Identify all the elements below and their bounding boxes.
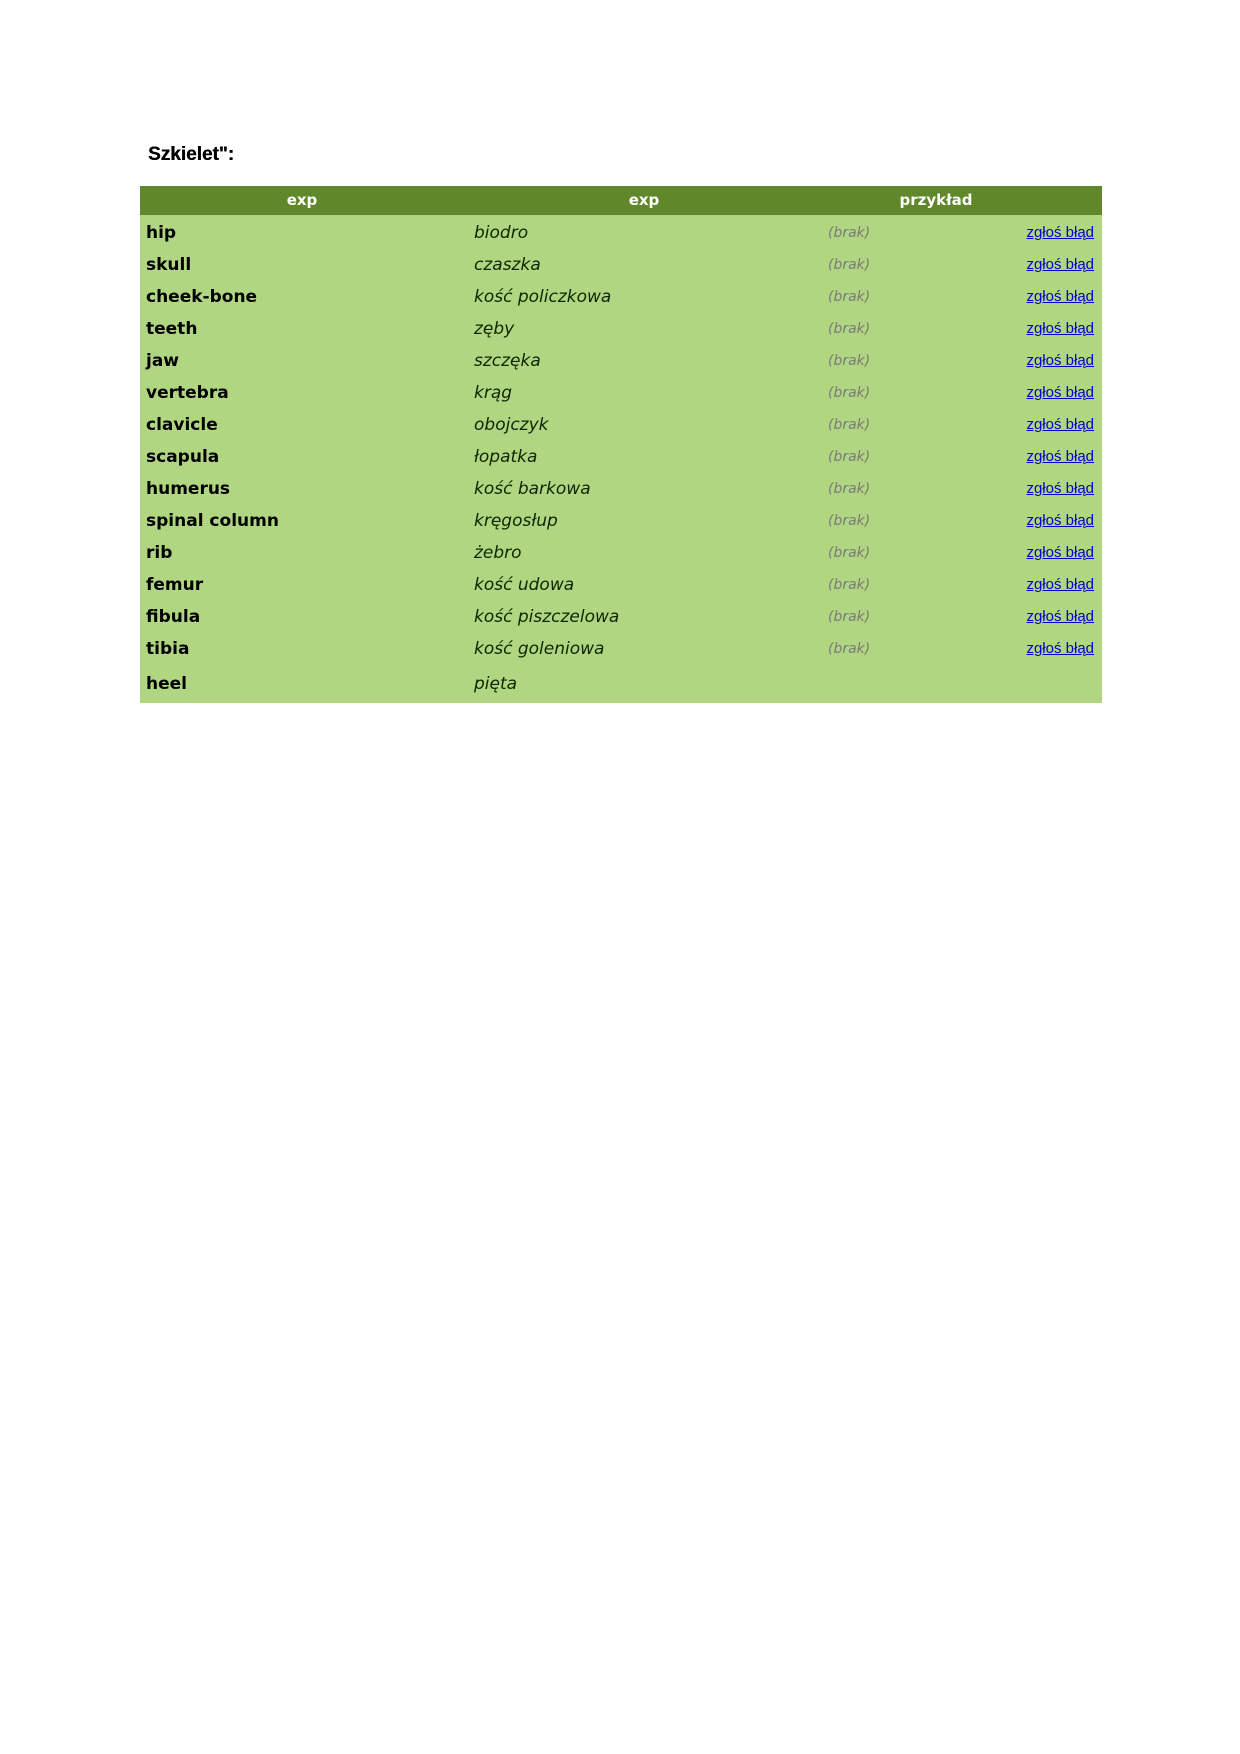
table-row xyxy=(140,377,1102,409)
example-cell: (brak) xyxy=(828,513,871,529)
example-cell: (brak) xyxy=(828,353,871,369)
translation-cell: kość policzkowa xyxy=(474,287,612,307)
vocabulary-table xyxy=(140,186,1102,703)
table-row xyxy=(140,473,1102,505)
table-row xyxy=(140,249,1102,281)
term-cell: heel xyxy=(146,674,187,694)
term-cell: scapula xyxy=(146,447,220,467)
table-header xyxy=(140,186,1102,215)
translation-cell: kręgosłup xyxy=(474,511,558,531)
term-cell: tibia xyxy=(146,639,190,659)
term-cell: skull xyxy=(146,255,192,275)
report-error-link[interactable]: zgłoś błąd xyxy=(1026,640,1094,657)
term-cell: cheek-bone xyxy=(146,287,258,307)
table-row xyxy=(140,313,1102,345)
example-cell: (brak) xyxy=(828,577,871,593)
translation-cell: pięta xyxy=(474,674,518,694)
example-cell: (brak) xyxy=(828,289,871,305)
table-row xyxy=(140,665,1102,703)
report-error-link[interactable]: zgłoś błąd xyxy=(1026,480,1094,497)
table-row xyxy=(140,281,1102,313)
term-cell: jaw xyxy=(146,351,180,371)
report-error-link[interactable]: zgłoś błąd xyxy=(1026,320,1094,337)
term-cell: fibula xyxy=(146,607,201,627)
report-error-link[interactable]: zgłoś błąd xyxy=(1026,256,1094,273)
example-cell: (brak) xyxy=(828,545,871,561)
column-header-example: przykład xyxy=(899,191,973,209)
report-error-link[interactable]: zgłoś błąd xyxy=(1026,512,1094,529)
example-cell: (brak) xyxy=(828,417,871,433)
example-cell: (brak) xyxy=(828,449,871,465)
example-cell: (brak) xyxy=(828,257,871,273)
term-cell: humerus xyxy=(146,479,231,499)
translation-cell: zęby xyxy=(474,319,515,339)
table-row xyxy=(140,409,1102,441)
report-error-link[interactable]: zgłoś błąd xyxy=(1026,352,1094,369)
example-cell: (brak) xyxy=(828,641,871,657)
term-cell: rib xyxy=(146,543,173,563)
translation-cell: kość udowa xyxy=(474,575,575,595)
translation-cell: czaszka xyxy=(474,255,541,275)
translation-cell: łopatka xyxy=(474,447,538,467)
table-row xyxy=(140,601,1102,633)
translation-cell: kość piszczelowa xyxy=(474,607,620,627)
term-cell: clavicle xyxy=(146,415,218,435)
report-error-link[interactable]: zgłoś błąd xyxy=(1026,416,1094,433)
term-cell: femur xyxy=(146,575,204,595)
table-body xyxy=(140,215,1102,703)
report-error-link[interactable]: zgłoś błąd xyxy=(1026,576,1094,593)
example-cell: (brak) xyxy=(828,321,871,337)
translation-cell: szczęka xyxy=(474,351,541,371)
example-cell: (brak) xyxy=(828,385,871,401)
translation-cell: żebro xyxy=(474,543,522,563)
translation-cell: krąg xyxy=(474,383,513,403)
page-title: Szkielet": xyxy=(148,144,235,165)
column-header-translation: exp xyxy=(628,191,660,209)
term-cell: vertebra xyxy=(146,383,229,403)
report-error-link[interactable]: zgłoś błąd xyxy=(1026,288,1094,305)
table-row xyxy=(140,345,1102,377)
translation-cell: kość goleniowa xyxy=(474,639,605,659)
table-row xyxy=(140,505,1102,537)
report-error-link[interactable]: zgłoś błąd xyxy=(1026,608,1094,625)
example-cell: (brak) xyxy=(828,481,871,497)
report-error-link[interactable]: zgłoś błąd xyxy=(1026,448,1094,465)
column-header-term: exp xyxy=(286,191,318,209)
table-row xyxy=(140,441,1102,473)
table-row xyxy=(140,537,1102,569)
table-row xyxy=(140,569,1102,601)
example-cell: (brak) xyxy=(828,225,871,241)
report-error-link[interactable]: zgłoś błąd xyxy=(1026,544,1094,561)
translation-cell: kość barkowa xyxy=(474,479,591,499)
translation-cell: obojczyk xyxy=(474,415,549,435)
term-cell: hip xyxy=(146,223,177,243)
report-error-link[interactable]: zgłoś błąd xyxy=(1026,224,1094,241)
term-cell: teeth xyxy=(146,319,198,339)
term-cell: spinal column xyxy=(146,511,279,531)
report-error-link[interactable]: zgłoś błąd xyxy=(1026,384,1094,401)
table-row xyxy=(140,633,1102,665)
translation-cell: biodro xyxy=(474,223,529,243)
example-cell: (brak) xyxy=(828,609,871,625)
table-row xyxy=(140,217,1102,249)
